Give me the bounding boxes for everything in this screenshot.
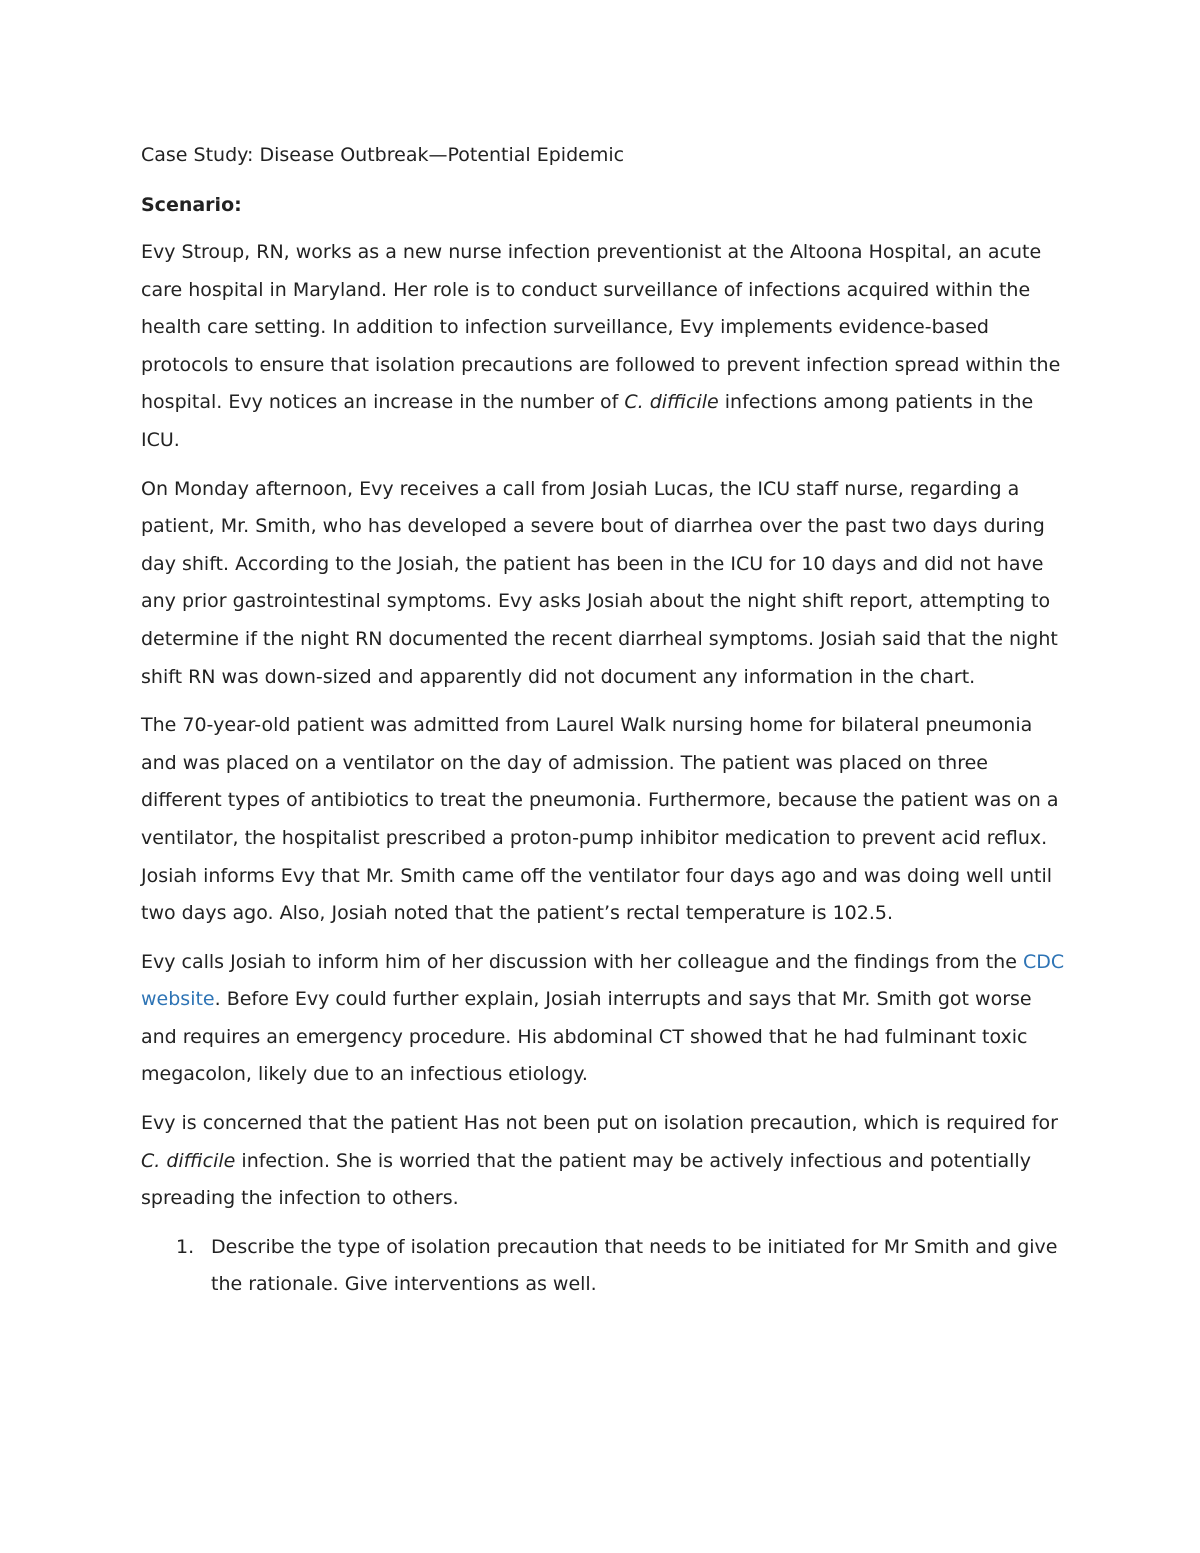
paragraph-4-tail: . Before Evy could further explain, Josiah interrupts and says that Mr. Smith got worse and requires an emergency procedure. His abdominal CT showed that he had fulminant toxic megacolon, likely due to an infectious etiology.: [141, 988, 1032, 1086]
paragraph-1-tail: infections among patients in the ICU.: [141, 391, 1034, 451]
paragraph-2: On Monday afternoon, Evy receives a call from Josiah Lucas, the ICU staff nurse, regarding a patient, Mr. Smith, who has developed a severe bout of diarrhea over the past two days during day shift. According to the Josiah, the patient has been in the ICU for 10 days and did not have any prior gastrointestinal symptoms. Evy asks Josiah about the night shift report, attempting to determine if the night RN documented the recent diarrheal symptoms. Josiah said that the night shift RN was down-sized and apparently did not document any information in the chart.: [141, 477, 1058, 688]
question-item: [141, 1229, 1066, 1304]
paragraph-4-text: Evy calls Josiah to inform him of her discussion with her colleague and the findings from the: [141, 950, 1023, 973]
organism-name: C. difficile: [624, 391, 719, 414]
paragraph-5-text: Evy is concerned that the patient Has not been put on isolation precaution, which is required for: [141, 1112, 1058, 1135]
document-title: Case Study: Disease Outbreak—Potential Epidemic: [141, 144, 625, 166]
document-page: [141, 138, 1066, 1304]
paragraph-5: [141, 1105, 1066, 1218]
question-text: Describe the type of isolation precaution that needs to be initiated for Mr Smith and give the rationale. Give interventions as well.: [211, 1235, 1058, 1296]
paragraph-1: [141, 234, 1066, 460]
paragraph-5-tail: infection. She is worried that the patient may be actively infectious and potentially spreading the infection to others.: [141, 1149, 1031, 1210]
cdc-website-link[interactable]: CDC website: [141, 950, 1065, 1011]
paragraph-4: [141, 944, 1066, 1094]
organism-name: C. difficile: [141, 1149, 236, 1172]
question-list: [141, 1229, 1066, 1304]
scenario-heading: Scenario:: [141, 194, 242, 216]
question-number: 1.: [176, 1235, 195, 1258]
paragraph-3: The 70-year-old patient was admitted from Laurel Walk nursing home for bilateral pneumonia and was placed on a ventilator on the day of admission. The patient was placed on three different types of antibiotics to treat the pneumonia. Furthermore, because the patient was on a ventilator, the hospitalist prescribed a proton-pump inhibitor medication to prevent acid reflux. Josiah informs Evy that Mr. Smith came off the ventilator four days ago and was doing well until two days ago. Also, Josiah noted that the patient’s rectal temperature is 102.5.: [141, 714, 1059, 925]
paragraph-1-text: Evy Stroup, RN, works as a new nurse infection preventionist at the Altoona Hospital, an acute care hospital in Maryland. Her role is to conduct surveillance of infections acquired within the health care setting. In addition to infection surveillance, Evy implements evidence-based protocols to ensure that isolation precautions are followed to prevent infection spread within the hospital. Evy notices an increase in the number of: [141, 241, 1061, 414]
